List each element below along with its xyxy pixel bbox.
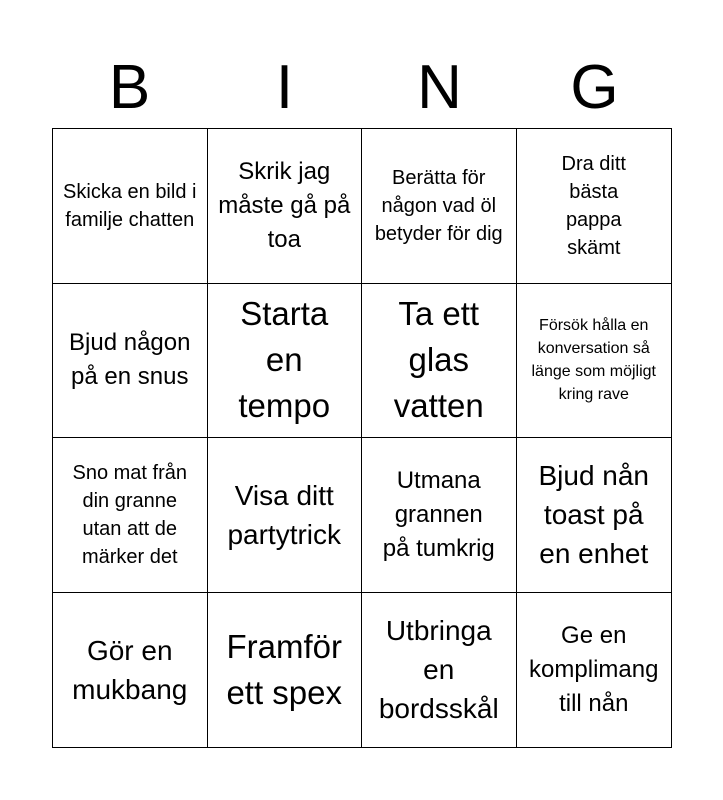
bingo-cell-2-2[interactable] xyxy=(208,284,363,439)
bingo-cell-text: Gör en mukbang xyxy=(72,634,188,705)
bingo-cell-4-1[interactable] xyxy=(53,593,208,748)
bingo-cell-text: Framför ett spex xyxy=(226,627,343,711)
bingo-cell-text: Starta en tempo xyxy=(238,295,331,425)
bingo-cell-text: Utbringa en bordsskål xyxy=(378,615,499,725)
bingo-cell-text: Skicka en bild i familje chatten xyxy=(63,180,197,231)
bingo-cell-1-1[interactable] xyxy=(53,129,208,284)
bingo-cell-1-4[interactable] xyxy=(517,129,672,284)
bingo-cell-2-3[interactable] xyxy=(362,284,517,439)
bingo-cell-text: Berätta för någon vad öl betyder för dig xyxy=(374,166,503,245)
bingo-cell-3-3[interactable] xyxy=(362,438,517,593)
bingo-cell-1-3[interactable] xyxy=(362,129,517,284)
bingo-cell-text: Försök hålla en konversation så länge som möjligt kring rave xyxy=(531,317,656,404)
bingo-cell-3-4[interactable] xyxy=(517,438,672,593)
bingo-cell-text: Ge en komplimang till nån xyxy=(529,621,659,717)
header-letter-i: I xyxy=(275,53,294,122)
header-letter-g: G xyxy=(570,53,619,122)
bingo-cell-text: Dra ditt bästa pappa skämt xyxy=(561,152,626,259)
bingo-cell-4-4[interactable] xyxy=(517,593,672,748)
bingo-cell-text: Ta ett glas vatten xyxy=(393,295,484,425)
bingo-cell-text: Bjud nån toast på en enhet xyxy=(538,460,650,570)
bingo-cell-3-1[interactable] xyxy=(53,438,208,593)
bingo-cell-text: Sno mat från din granne utan att de märker det xyxy=(72,461,187,568)
header-letter-b: B xyxy=(108,53,151,122)
bingo-cell-text: Bjud någon på en snus xyxy=(69,329,191,391)
bingo-cell-2-4[interactable] xyxy=(517,284,672,439)
bingo-cell-4-3[interactable] xyxy=(362,593,517,748)
header-letter-n: N xyxy=(417,53,462,122)
bingo-cell-text: Skrik jag måste gå på toa xyxy=(218,157,351,253)
bingo-cell-text: Visa ditt partytrick xyxy=(227,479,342,550)
bingo-header xyxy=(52,48,672,128)
bingo-cell-3-2[interactable] xyxy=(208,438,363,593)
bingo-cell-text: Utmana grannen på tumkrig xyxy=(382,466,495,562)
bingo-grid xyxy=(52,128,672,748)
bingo-cell-4-2[interactable] xyxy=(208,593,363,748)
bingo-cell-2-1[interactable] xyxy=(53,284,208,439)
bingo-cell-1-2[interactable] xyxy=(208,129,363,284)
